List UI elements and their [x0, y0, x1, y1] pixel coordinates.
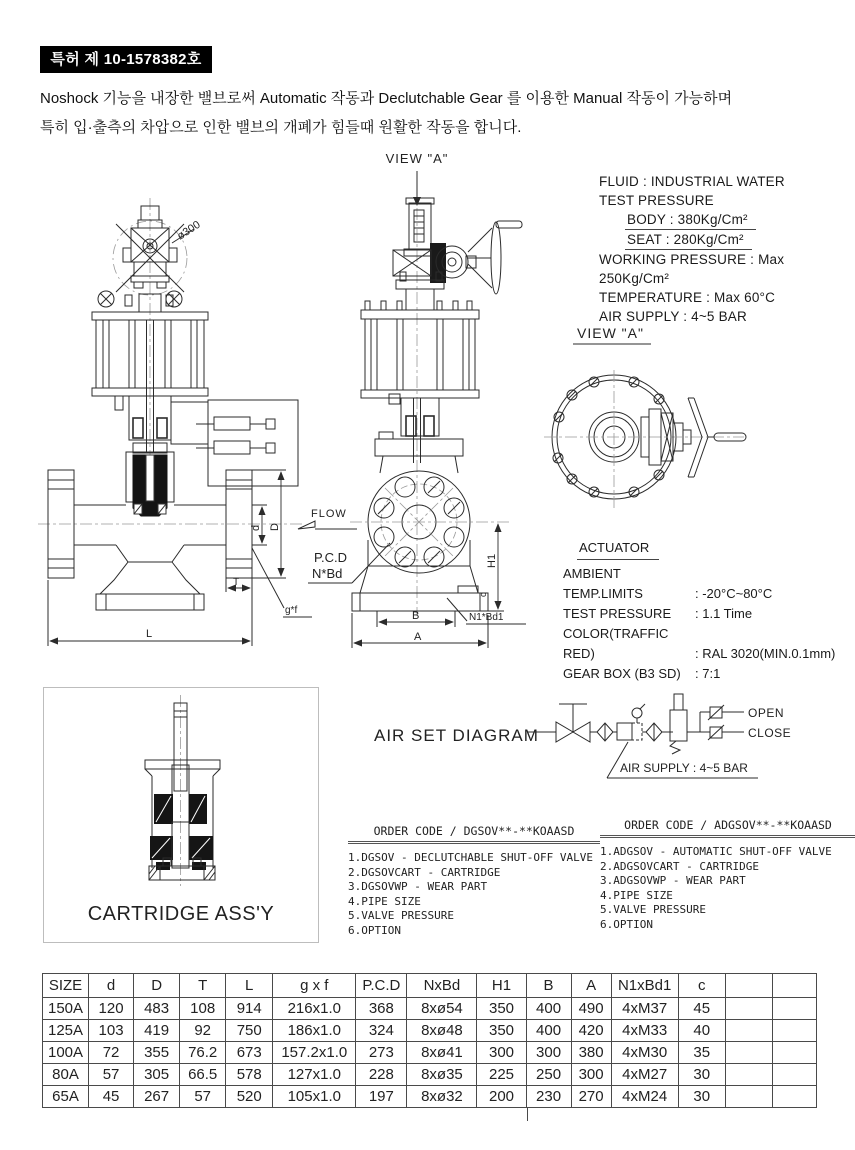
table-cell: 125A	[43, 1020, 89, 1042]
table-cell: 228	[356, 1064, 407, 1086]
table-cell: 57	[89, 1064, 134, 1086]
table-row	[43, 1020, 817, 1042]
cartridge-label: CARTRIDGE ASS'Y	[87, 903, 275, 925]
table-cell: 45	[678, 998, 725, 1020]
actuator-specs	[563, 538, 835, 684]
table-cell	[725, 1064, 772, 1086]
table-cell: 490	[571, 998, 611, 1020]
label-flow: FLOW	[311, 508, 347, 520]
column-header: H1	[477, 974, 526, 998]
patent-badge: 특허 제 10-1578382호	[40, 46, 212, 73]
table-cell	[772, 1042, 816, 1064]
table-cell: 8xø32	[407, 1086, 477, 1108]
fluid-specs	[599, 172, 855, 326]
column-header: NxBd	[407, 974, 477, 998]
table-cell: 108	[180, 998, 226, 1020]
table-cell: 350	[477, 1020, 526, 1042]
table-cell: 4xM33	[611, 1020, 678, 1042]
label-n1bd1: N1*Bd1	[469, 612, 504, 623]
table-cell: 4xM30	[611, 1042, 678, 1064]
table-cell	[725, 1020, 772, 1042]
table-cell: 400	[526, 1020, 571, 1042]
table-cell	[772, 1086, 816, 1108]
table-cell: 520	[226, 1086, 273, 1108]
table-cell: 197	[356, 1086, 407, 1108]
table-cell: 578	[226, 1064, 273, 1086]
table-cell: 355	[134, 1042, 180, 1064]
order-code-section-dgsov	[348, 824, 600, 939]
column-header: N1xBd1	[611, 974, 678, 998]
description-line-1: Noshock 기능을 내장한 밸브로써 Automatic 작동과 Declutchable Gear 를 이용한 Manual 작동이 가능하며	[40, 90, 733, 107]
table-cell: 350	[477, 998, 526, 1020]
table-cell: 750	[226, 1020, 273, 1042]
actuator-spec-row: COLOR(TRAFFIC RED) : RAL 3020(MIN.0.1mm)	[563, 626, 836, 661]
table-cell: 4xM27	[611, 1064, 678, 1086]
table-cell: 66.5	[180, 1064, 226, 1086]
table-cell: 8xø48	[407, 1020, 477, 1042]
view-a-top-view	[544, 325, 746, 508]
spec-test-pressure: TEST PRESSURE	[599, 193, 714, 208]
table-cell: 103	[89, 1020, 134, 1042]
label-view-a-top: VIEW "A"	[385, 151, 449, 166]
dim-label-L: L	[146, 628, 153, 640]
table-cell: 30	[678, 1064, 725, 1086]
table-cell: 914	[226, 998, 273, 1020]
table-cell: 72	[89, 1042, 134, 1064]
order-code-title: ORDER CODE / ADGSOV**-**KOAASD	[600, 818, 855, 838]
dimension-table-wrap	[42, 973, 817, 1108]
table-row	[43, 1042, 817, 1064]
label-view-a-side: VIEW "A"	[577, 325, 644, 341]
table-cell: 80A	[43, 1064, 89, 1086]
actuator-rows	[563, 564, 835, 684]
table-cell: 92	[180, 1020, 226, 1042]
table-cell: 57	[180, 1086, 226, 1108]
table-cell: 420	[571, 1020, 611, 1042]
table-cell: 105x1.0	[273, 1086, 356, 1108]
table-cell	[725, 998, 772, 1020]
order-code-item: 5.VALVE PRESSURE	[600, 903, 706, 917]
middle-valve-side-view	[350, 151, 526, 648]
order-code-item: 6.OPTION	[348, 923, 401, 937]
table-cell: 216x1.0	[273, 998, 356, 1020]
column-header	[772, 974, 816, 998]
table-cell	[772, 998, 816, 1020]
table-row	[43, 998, 817, 1020]
dim-label-T: T	[233, 577, 240, 588]
spec-fluid: FLUID : INDUSTRIAL WATER	[599, 174, 785, 189]
label-pcd: P.C.D	[314, 550, 347, 565]
flow-and-pcd-labels	[298, 508, 390, 583]
column-header: D	[134, 974, 180, 998]
table-cell: 673	[226, 1042, 273, 1064]
description-line-2: 특히 입·출측의 차압으로 인한 밸브의 개폐가 힘들때 원활한 작동을 합니다.	[40, 119, 522, 136]
dim-label-a: A	[414, 631, 422, 643]
actuator-spec-row: AMBIENT TEMP.LIMITS : -20°C~80°C	[563, 566, 773, 601]
table-cell: 45	[89, 1086, 134, 1108]
column-header: A	[571, 974, 611, 998]
table-cell: 400	[526, 998, 571, 1020]
table-cell	[772, 1064, 816, 1086]
table-cell: 300	[571, 1064, 611, 1086]
table-cell: 483	[134, 998, 180, 1020]
table-cell: 4xM24	[611, 1086, 678, 1108]
table-cell: 300	[526, 1042, 571, 1064]
table-cell	[772, 1020, 816, 1042]
air-close-label: CLOSE	[748, 726, 792, 740]
table-cell: 324	[356, 1020, 407, 1042]
air-set-title: AIR SET DIAGRAM	[374, 726, 539, 745]
table-cell: 8xø41	[407, 1042, 477, 1064]
column-header	[725, 974, 772, 998]
air-set-diagram	[360, 683, 855, 800]
table-cell: 120	[89, 998, 134, 1020]
table-row	[43, 1086, 817, 1108]
table-cell: 127x1.0	[273, 1064, 356, 1086]
dimension-table	[42, 973, 817, 1108]
order-code-item: 4.PIPE SIZE	[348, 894, 421, 908]
table-row	[43, 1064, 817, 1086]
table-cell: 76.2	[180, 1042, 226, 1064]
table-cell: 8xø35	[407, 1064, 477, 1086]
order-code-items	[348, 851, 600, 939]
description	[40, 84, 732, 142]
order-code-section-adgsov	[600, 818, 855, 933]
table-cell: 35	[678, 1042, 725, 1064]
table-cell: 4xM37	[611, 998, 678, 1020]
table-cell: 157.2x1.0	[273, 1042, 356, 1064]
column-header: SIZE	[43, 974, 89, 998]
table-cell	[725, 1042, 772, 1064]
table-cell: 305	[134, 1064, 180, 1086]
cartridge-assy-box	[43, 687, 319, 943]
order-code-item: 6.OPTION	[600, 917, 653, 931]
column-header: c	[678, 974, 725, 998]
order-code-item: 3.ADGSOVWP - WEAR PART	[600, 874, 746, 888]
table-cell: 368	[356, 998, 407, 1020]
table-cell: 270	[571, 1086, 611, 1108]
spec-working-pressure: WORKING PRESSURE : Max 250Kg/Cm²	[599, 252, 785, 286]
table-cell: 150A	[43, 998, 89, 1020]
table-tick-mark	[527, 1107, 528, 1121]
actuator-title: ACTUATOR	[577, 538, 659, 560]
air-supply-label: AIR SUPPLY : 4~5 BAR	[620, 761, 748, 775]
dim-label-gf: g*f	[285, 605, 298, 616]
label-nbd: N*Bd	[312, 566, 343, 581]
table-cell: 65A	[43, 1086, 89, 1108]
column-header: P.C.D	[356, 974, 407, 998]
order-code-item: 3.DGSOVWP - WEAR PART	[348, 880, 488, 894]
table-cell: 40	[678, 1020, 725, 1042]
dim-label-D: D	[269, 523, 281, 531]
dim-label-h1: H1	[486, 553, 498, 568]
column-header: T	[180, 974, 226, 998]
order-code-item: 4.PIPE SIZE	[600, 888, 673, 902]
column-header: d	[89, 974, 134, 998]
dim-label-b: B	[412, 610, 420, 622]
table-cell: 186x1.0	[273, 1020, 356, 1042]
table-cell	[725, 1086, 772, 1108]
air-open-label: OPEN	[748, 706, 785, 720]
table-cell: 200	[477, 1086, 526, 1108]
table-cell: 100A	[43, 1042, 89, 1064]
table-cell: 300	[477, 1042, 526, 1064]
dim-label-c: c	[478, 592, 488, 597]
table-cell: 250	[526, 1064, 571, 1086]
left-valve-front-view	[38, 198, 312, 646]
table-cell: 267	[134, 1086, 180, 1108]
spec-body: BODY : 380Kg/Cm²	[625, 210, 756, 230]
table-cell: 30	[678, 1086, 725, 1108]
order-code-item: 1.DGSOV - DECLUTCHABLE SHUT-OFF VALVE	[348, 851, 594, 864]
table-cell: 419	[134, 1020, 180, 1042]
order-code-title: ORDER CODE / DGSOV**-**KOAASD	[348, 824, 600, 844]
order-code-item: 2.DGSOVCART - CARTRIDGE	[348, 865, 501, 879]
table-cell: 8xø54	[407, 998, 477, 1020]
table-cell: 380	[571, 1042, 611, 1064]
column-header: B	[526, 974, 571, 998]
spec-temperature: TEMPERATURE : Max 60°C	[599, 290, 776, 305]
actuator-spec-row: GEAR BOX (B3 SD) : 7:1	[563, 666, 721, 681]
table-header-row	[43, 974, 817, 998]
table-cell: 273	[356, 1042, 407, 1064]
order-code-item: 2.ADGSOVCART - CARTRIDGE	[600, 859, 759, 873]
order-code-item: 5.VALVE PRESSURE	[348, 909, 454, 923]
dim-label-dia300: ø300	[175, 218, 203, 243]
column-header: L	[226, 974, 273, 998]
order-code-items	[600, 845, 855, 933]
dim-label-d: d	[250, 524, 262, 531]
spec-seat: SEAT : 280Kg/Cm²	[625, 230, 752, 250]
column-header: g x f	[273, 974, 356, 998]
table-cell: 230	[526, 1086, 571, 1108]
order-code-item: 1.ADGSOV - AUTOMATIC SHUT-OFF VALVE	[600, 845, 832, 858]
table-cell: 225	[477, 1064, 526, 1086]
spec-air-supply: AIR SUPPLY : 4~5 BAR	[599, 309, 747, 324]
actuator-spec-row: TEST PRESSURE : 1.1 Time	[563, 606, 753, 621]
